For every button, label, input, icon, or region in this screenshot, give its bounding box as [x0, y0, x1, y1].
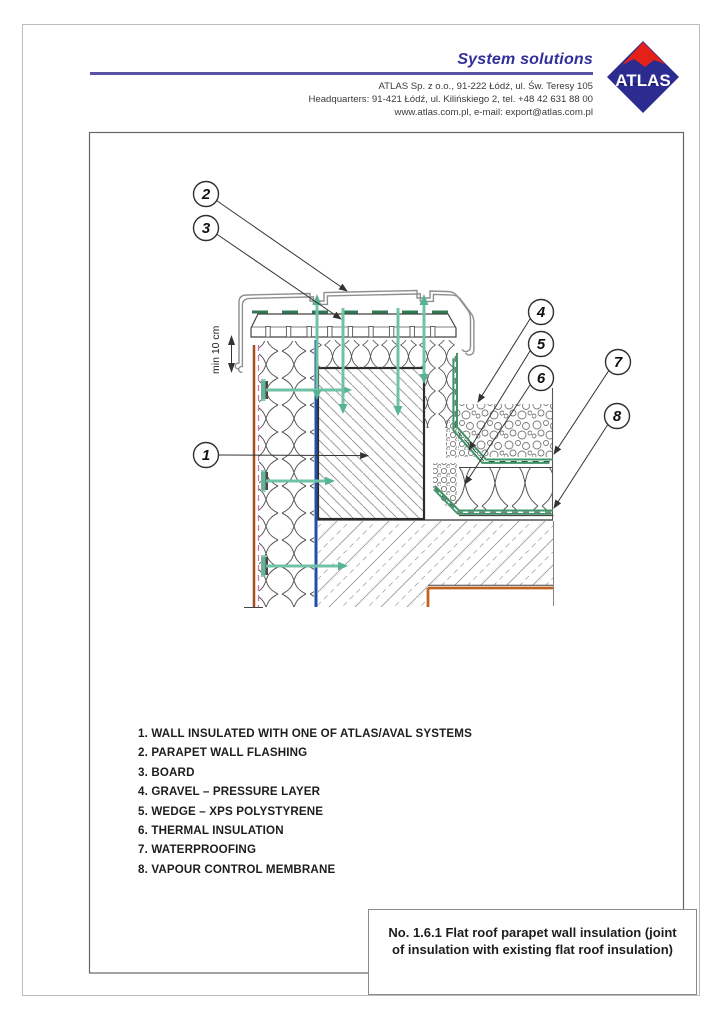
svg-text:2: 2: [201, 186, 211, 204]
callout-5: [529, 332, 554, 357]
callout-2: [194, 182, 219, 207]
callout-4: [529, 300, 554, 325]
legend: [138, 724, 558, 879]
parapet-right-insulation: [424, 368, 456, 428]
legend-item: 6. THERMAL INSULATION: [138, 824, 284, 838]
dimension-min-10cm: [210, 325, 235, 374]
svg-text:4: 4: [536, 304, 546, 322]
leader-4: [478, 319, 530, 402]
leader-2: [217, 201, 348, 292]
parapet-top-insulation: [318, 340, 456, 368]
callout-6: [529, 366, 554, 391]
svg-text:6: 6: [536, 370, 546, 388]
legend-item: 5. WEDGE – XPS POLYSTYRENE: [138, 804, 324, 818]
svg-text:8: 8: [612, 408, 622, 426]
callout-3: [194, 216, 219, 241]
drawing-title-line-1: No. 1.6.1 Flat roof parapet wall insulation (joint: [388, 925, 677, 940]
svg-text:1: 1: [201, 447, 211, 465]
legend-item: 3. BOARD: [138, 765, 195, 779]
address-line-2: Headquarters: 91-421 Łódź, ul. Kilińskiego 2, tel. +48 42 631 88 00: [308, 94, 593, 105]
svg-text:7: 7: [613, 354, 623, 372]
callout-7: [606, 350, 631, 375]
legend-item: 2. PARAPET WALL FLASHING: [138, 746, 308, 760]
svg-text:3: 3: [201, 220, 211, 238]
leader-3: [217, 234, 342, 319]
legend-item: 1. WALL INSULATED WITH ONE OF ATLAS/AVAL SYSTEMS: [138, 727, 472, 740]
legend-item: 7. WATERPROOFING: [138, 843, 257, 857]
svg-text:5: 5: [536, 336, 546, 354]
title-block: [368, 909, 697, 995]
legend-item: 4. GRAVEL – PRESSURE LAYER: [138, 785, 321, 799]
callout-1: [194, 443, 219, 468]
existing-structure-edge: [428, 588, 553, 607]
leader-8: [554, 425, 608, 508]
leader-1: [219, 455, 369, 456]
header-title: System solutions: [457, 51, 593, 68]
dimension-label: min 10 cm: [210, 325, 222, 374]
leader-7: [554, 371, 609, 454]
drawing-title-line-2: of insulation with existing flat roof insulation): [392, 941, 673, 957]
logo-text: ATLAS: [615, 71, 671, 90]
callout-8: [605, 404, 630, 429]
legend-item: 8. VAPOUR CONTROL MEMBRANE: [138, 862, 336, 876]
address-line-1: ATLAS Sp. z o.o., 91-222 Łódź, ul. Św. Teresy 105: [378, 81, 593, 92]
address-line-3: www.atlas.com.pl, e-mail: export@atlas.com.pl: [394, 107, 593, 118]
